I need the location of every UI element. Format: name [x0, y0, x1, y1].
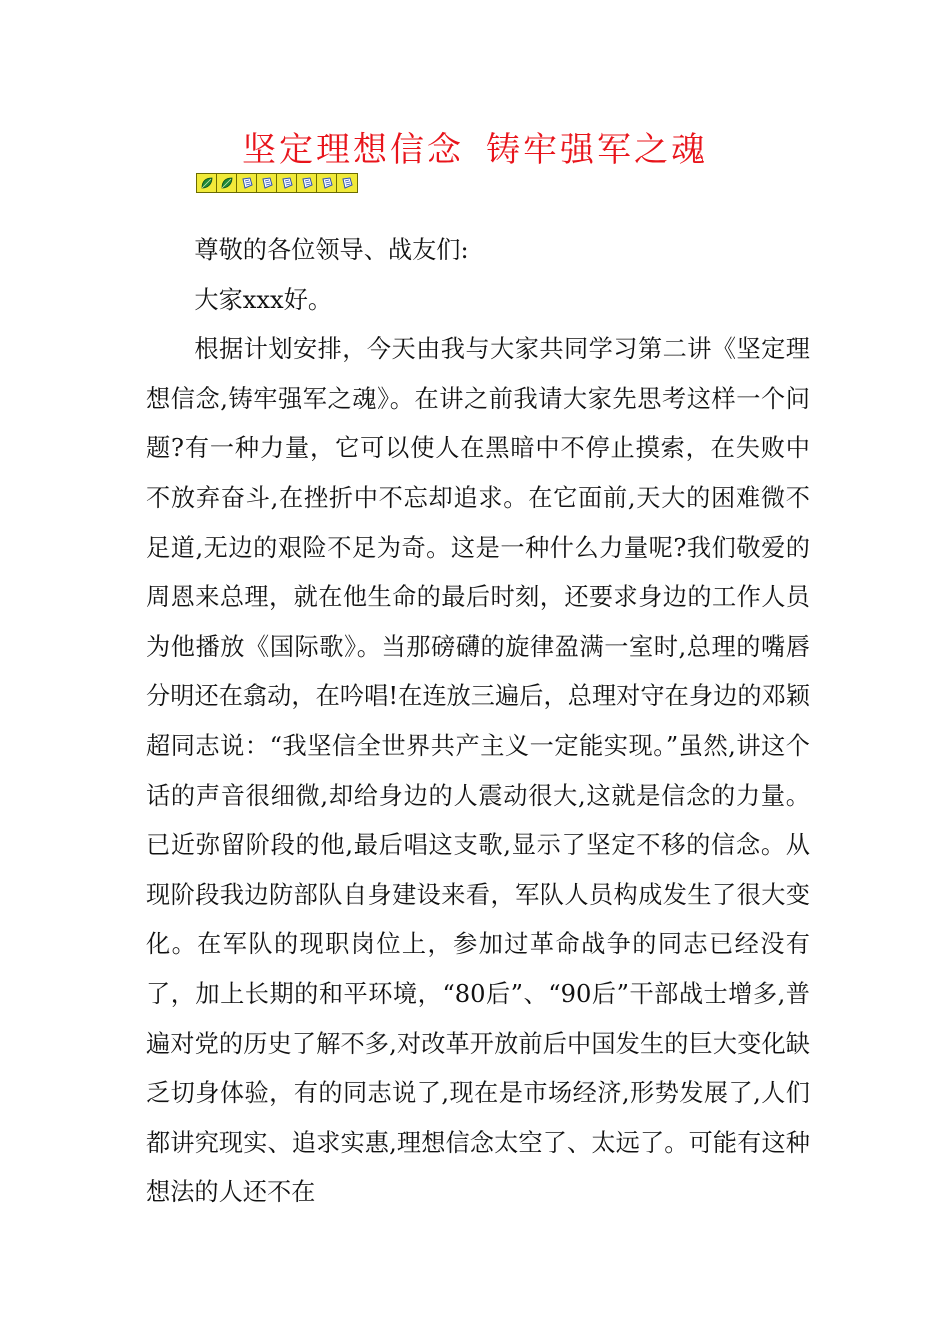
scroll-icon	[340, 176, 354, 190]
scroll-icon	[280, 176, 294, 190]
scroll-icon	[320, 176, 334, 190]
document-title	[0, 128, 950, 172]
decoration-cell	[337, 174, 357, 192]
decoration-cell	[277, 174, 297, 192]
scroll-icon	[260, 176, 274, 190]
decorative-icon-strip	[196, 173, 358, 193]
main-paragraph: 根据计划安排，今天由我与大家共同学习第二讲《坚定理想信念,铸牢强军之魂》。在讲之前我请大家先思考这样一个问题?有一种力量，它可以使人在黑暗中不停止摸索，在失败中不放弃奋斗,在挫折中不忘却追求。在它面前,天大的困难微不足道,无边的艰险不足为奇。这是一种什么力量呢?我们敬爱的周恩来总理，就在他生命的最后时刻，还要求身边的工作人员为他播放《国际歌》。当那磅礴的旋律盈满一室时,总理的嘴唇分明还在翕动，在吟唱!在连放三遍后，总理对守在身边的邓颖超同志说：“我坚信全世界共产主义一定能实现。”虽然,讲这个话的声音很细微,却给身边的人震动很大,这就是信念的力量。已近弥留阶段的他,最后唱这支歌,显示了坚定不移的信念。从现阶段我边防部队自身建设来看，军队人员构成发生了很大变化。在军队的现职岗位上，参加过革命战争的同志已经没有了，加上长期的和平环境，“80后”、“90后”干部战士增多,普遍对党的历史了解不多,对改革开放前后中国发生的巨大变化缺乏切身体验，有的同志说了,现在是市场经济,形势发展了,人们都讲究现实、追求实惠,理想信念太空了、太远了。可能有这种想法的人还不在	[146, 335, 810, 1207]
greeting: 大家xxx好。	[194, 285, 333, 314]
leaf-icon	[200, 176, 214, 190]
decoration-cell	[217, 174, 237, 192]
decoration-cell	[197, 174, 217, 192]
decoration-cell	[257, 174, 277, 192]
decoration-cell	[317, 174, 337, 192]
document-body	[146, 226, 810, 1218]
salutation: 尊敬的各位领导、战友们:	[194, 236, 469, 264]
decoration-cell	[237, 174, 257, 192]
scroll-icon	[240, 176, 254, 190]
scroll-icon	[300, 176, 314, 190]
title-part-1: 坚定理想信念	[242, 130, 464, 170]
title-part-2: 铸牢强军之魂	[486, 130, 708, 170]
leaf-icon	[220, 176, 234, 190]
decoration-cell	[297, 174, 317, 192]
